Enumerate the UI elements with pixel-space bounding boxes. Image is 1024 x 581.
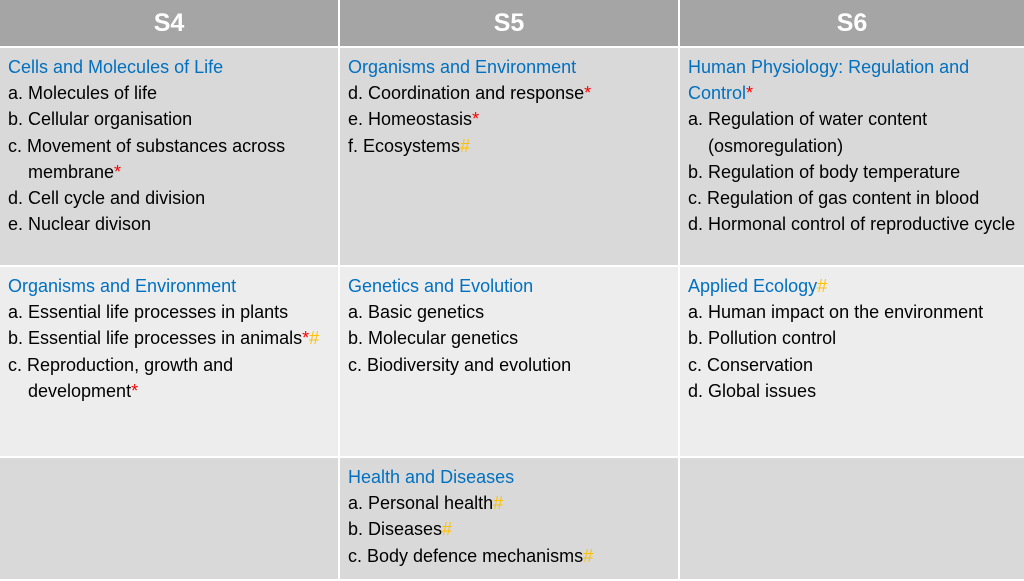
- topic-item: [8, 211, 330, 237]
- topic-item-text: c. Regulation of gas content in blood: [688, 188, 980, 209]
- topic-item: [348, 516, 670, 542]
- topic-item: [688, 378, 1016, 404]
- topic-item-text: b. Essential life processes in animals: [8, 328, 303, 349]
- topic-item-text: b. Cellular organisation: [8, 109, 193, 130]
- topic-title: [688, 273, 1016, 299]
- topic-item: [688, 325, 1016, 351]
- topic-item: [688, 159, 1016, 185]
- topic-item: [348, 80, 670, 106]
- header-s4: S4: [0, 0, 340, 48]
- topic-item-text: b. Molecular genetics: [348, 328, 519, 349]
- cell-s4-row3: [0, 458, 340, 581]
- cell-s6-row2: [680, 267, 1024, 458]
- cell-s6-row1: [680, 48, 1024, 267]
- topic-item: [348, 490, 670, 516]
- hash-marker: #: [817, 276, 828, 296]
- topic-item-text: d. Hormonal control of reproductive cycle: [688, 214, 1016, 235]
- topic-item-text: c. Conservation: [688, 354, 814, 375]
- star-marker: *: [746, 83, 754, 104]
- topic-title: [8, 273, 330, 299]
- hash-marker: #: [460, 135, 471, 156]
- topic-item: [348, 299, 670, 325]
- star-marker: *: [584, 83, 592, 104]
- topic-item: [8, 80, 330, 106]
- topic-item-text: a. Basic genetics: [348, 302, 485, 323]
- topic-title-text: Organisms and Environment: [8, 276, 237, 296]
- topic-item-text: d. Global issues: [688, 380, 817, 401]
- topic-item: [8, 325, 330, 351]
- cell-s5-row1: [340, 48, 680, 267]
- topic-item-text: f. Ecosystems: [348, 135, 461, 156]
- cell-s4-row2: [0, 267, 340, 458]
- topic-item-text: a. Molecules of life: [8, 83, 158, 104]
- topic-item-text: b. Pollution control: [688, 328, 837, 349]
- cell-s6-row3: [680, 458, 1024, 581]
- cell-s4-row1: [0, 48, 340, 267]
- hash-marker: #: [442, 519, 453, 540]
- topic-item: [688, 211, 1016, 237]
- topic-item: [348, 106, 670, 132]
- topic-item-text: d. Coordination and response: [348, 83, 585, 104]
- topic-item: [8, 299, 330, 325]
- topic-title-text: Organisms and Environment: [348, 57, 577, 77]
- topic-item: [688, 352, 1016, 378]
- cell-s5-row2: [340, 267, 680, 458]
- topic-item-text: c. Reproduction, growth and development: [8, 354, 234, 401]
- topic-title-text: Health and Diseases: [348, 467, 515, 487]
- topic-item: [688, 185, 1016, 211]
- topic-item: [8, 185, 330, 211]
- header-s6: S6: [680, 0, 1024, 48]
- cell-s5-row3: [340, 458, 680, 581]
- topic-item-text: d. Cell cycle and division: [8, 188, 206, 209]
- topic-item-text: a. Human impact on the environment: [688, 302, 984, 323]
- topic-title: [348, 273, 670, 299]
- topic-item: [8, 352, 330, 404]
- star-marker: *: [131, 380, 139, 401]
- topic-item-text: e. Nuclear divison: [8, 214, 152, 235]
- topic-title-text: Human Physiology: Regulation and Control: [688, 57, 970, 104]
- topic-title-text: Genetics and Evolution: [348, 276, 534, 296]
- topic-item: [348, 352, 670, 378]
- topic-item-text: a. Essential life processes in plants: [8, 302, 289, 323]
- topic-item-text: c. Biodiversity and evolution: [348, 354, 572, 375]
- topic-item: [348, 543, 670, 569]
- topic-title: [688, 54, 1016, 106]
- hash-marker: #: [493, 493, 504, 514]
- topic-item-text: c. Movement of substances across membrane: [8, 135, 286, 182]
- topic-item: [688, 299, 1016, 325]
- topic-title: [348, 464, 670, 490]
- topic-item-text: e. Homeostasis: [348, 109, 473, 130]
- hash-marker: #: [583, 545, 594, 566]
- topic-item-text: a. Personal health: [348, 493, 494, 514]
- topic-item: [8, 133, 330, 185]
- header-s5: S5: [340, 0, 680, 48]
- topic-title-text: Cells and Molecules of Life: [8, 57, 224, 77]
- topic-title: [8, 54, 330, 80]
- hash-marker: #: [309, 328, 320, 349]
- star-marker: *: [472, 109, 480, 130]
- topic-title: [348, 54, 670, 80]
- topic-item-text: c. Body defence mechanisms: [348, 545, 584, 566]
- star-marker: *: [114, 161, 122, 182]
- topic-item: [688, 106, 1016, 158]
- topic-item: [8, 106, 330, 132]
- topic-item: [348, 133, 670, 159]
- topic-item-text: b. Diseases: [348, 519, 443, 540]
- topic-item-text: b. Regulation of body temperature: [688, 161, 961, 182]
- topic-item: [348, 325, 670, 351]
- topic-item-text: a. Regulation of water content (osmoregulation): [688, 109, 928, 156]
- topic-title-text: Applied Ecology: [688, 276, 818, 296]
- star-marker: *: [302, 328, 310, 349]
